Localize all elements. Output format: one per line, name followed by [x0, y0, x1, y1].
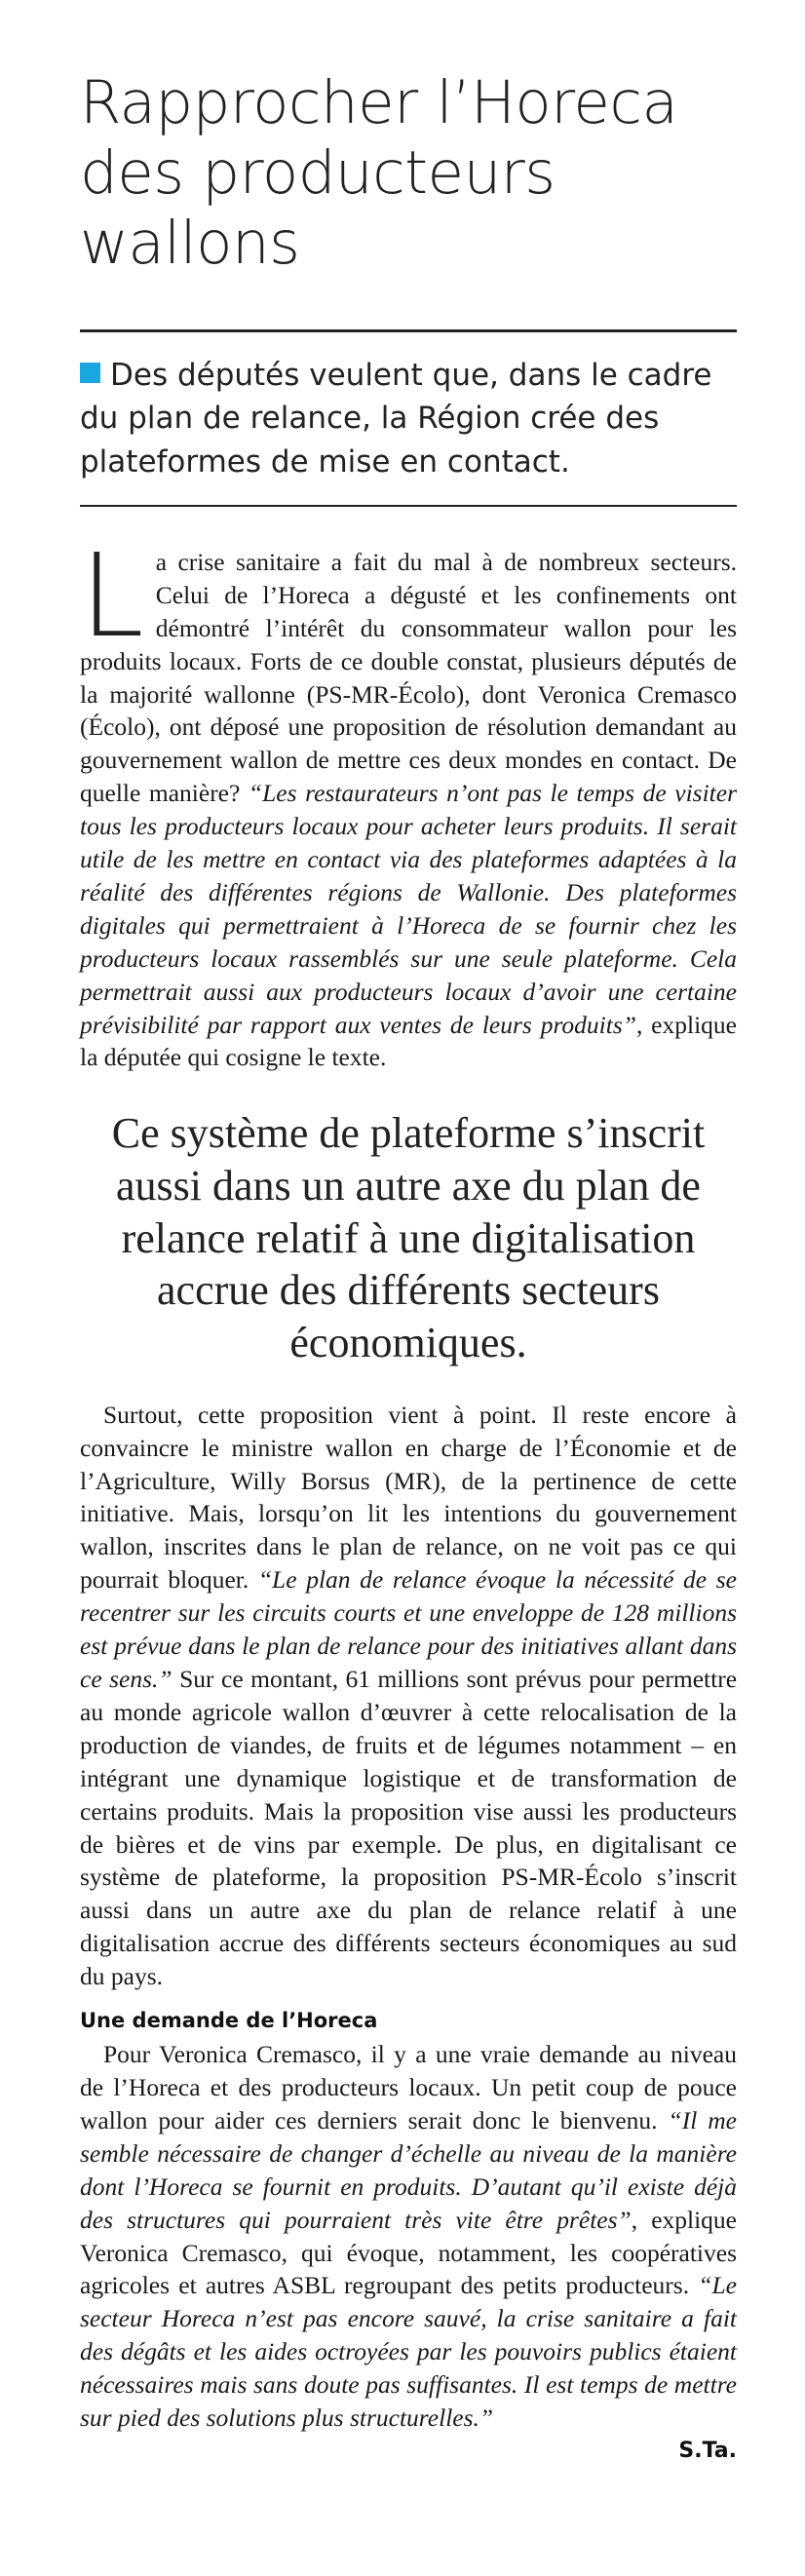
body2-quote: “Le plan de relance évoque la nécessité de se recentrer sur les circuits courts et une enveloppe de 128 millions est prévue dans le plan de relance pour des initiatives allant dans ce sens.” [80, 1565, 737, 1693]
drop-cap: L [80, 527, 144, 663]
body3-text-2: , explique Veronica Cremasco, qui évoque, notamment, les coopératives agricoles et autres ASBL regroupant des petits producteurs. [80, 2205, 738, 2300]
body-paragraph-3 [80, 2038, 737, 2435]
intro-text: a crise sanitaire a fait du mal à de nombreux secteurs. Celui de l’Horeca a dégusté et les confinements ont démontré l’intérêt du consommateur wallon pour les produits locaux. Forts de ce double constat, plusieurs députés de la majorité wallonne (PS-MR-Écolo), dont Veronica Cremasco (Écolo), ont déposé une proposition de résolution demandant au gouvernement wallon de mettre ces deux mondes en contact. De quelle manière? [80, 547, 737, 808]
body-paragraph-2 [80, 1399, 737, 1993]
blue-square-icon [80, 363, 100, 383]
lead-bottom-rule [80, 505, 737, 507]
article-headline: Rapprocher l’Horeca des producteurs wallons [80, 68, 678, 278]
lead-top-rule [80, 329, 737, 332]
body3-quote-2: “Le secteur Horeca n’est pas encore sauvé, la crise sanitaire a fait des dégâts et les aides octroyées par les pouvoirs publics étaient nécessaires mais sans doute pas suffisantes. Il est temps de mettre sur pied des solutions plus structurelles.” [80, 2271, 737, 2433]
intro-quote: “Les restaurateurs n’ont pas le temps de visiter tous les producteurs locaux pour acheter leurs produits. Il serait utile de les mettre en contact via des plateformes adaptées à la réalité des différentes régions de Wallonie. Des plateformes digitales qui permettraient à l’Horeca de se fournir chez les producteurs locaux rassemblés sur une seule plateforme. Cela permettrait aussi aux producteurs locaux d’avoir une certaine prévisibilité par rapport aux ventes de leurs produits” [80, 779, 737, 1039]
lead-text: Des députés veulent que, dans le cadre du plan de relance, la Région crée des plateformes de mise en contact. [80, 357, 712, 480]
author-byline: S.Ta. [678, 2438, 737, 2463]
article-lead [80, 354, 737, 483]
intro-end: , explique la députée qui cosigne le texte. [80, 1010, 737, 1072]
body2-text-1: Surtout, cette proposition vient à point. Il reste encore à convaincre le ministre wallon en charge de l’Économie et de l’Agriculture, Willy Borsus (MR), de la pertinence de cette initiative. Mais, lorsqu’on lit les intentions du gouvernement wallon, inscrites dans le plan de relance, on ne voit pas ce qui pourrait bloquer. [80, 1400, 737, 1595]
section-subhead: Une demande de l’Horeca [80, 2009, 378, 2033]
pull-quote: Ce système de plateforme s’inscrit aussi dans un autre axe du plan de relance relatif à une digitalisation accrue des différents secteurs économiques. [111, 1109, 706, 1367]
body3-text-1: Pour Veronica Cremasco, il y a une vraie demande au niveau de l’Horeca et des producteurs locaux. Un petit coup de pouce wallon pour aider ces derniers serait donc le bienvenu. [80, 2040, 737, 2134]
body3-quote-1: “Il me semble nécessaire de changer d’échelle au niveau de la manière dont l’Horeca se fournit en produits. D’autant qu’il existe déjà des structures qui pourraient très vite être prêtes” [80, 2105, 737, 2234]
intro-paragraph [80, 527, 737, 1075]
body2-text-2: Sur ce montant, 61 millions sont prévus pour permettre au monde agricole wallon d’œuvrer à cette relocalisation de la production de viandes, de fruits et de légumes notamment – en intégrant une dynamique logistique et de transformation de certains produits. Mais la proposition vise aussi les producteurs de bières et de vins par exemple. De plus, en digitalisant ce système de plateforme, la proposition PS-MR-Écolo s’inscrit aussi dans un autre axe du plan de relance relatif à une digitalisation accrue des différents secteurs économiques au sud du pays. [80, 1665, 738, 1991]
